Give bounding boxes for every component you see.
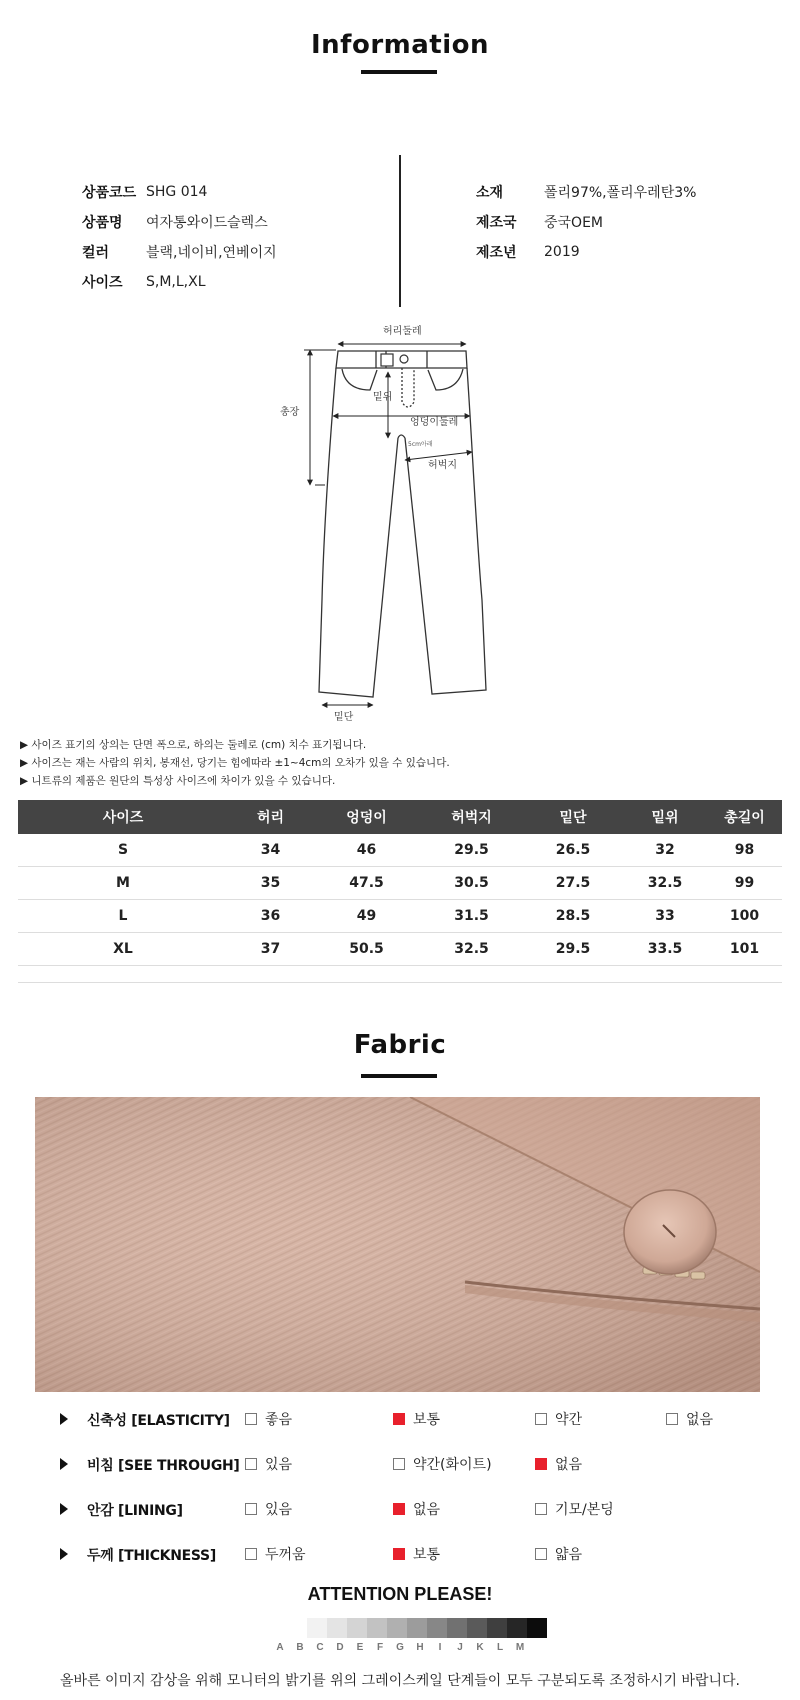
info-row-country: [476, 207, 696, 237]
grayscale-swatch: [427, 1618, 447, 1638]
property-elasticity: [60, 1405, 760, 1435]
checkbox-icon: [666, 1413, 678, 1425]
size-table: [18, 800, 782, 966]
header-cell: 허벅지: [420, 800, 523, 834]
grayscale-letter: G: [396, 1642, 404, 1653]
info-label: 소재: [476, 185, 504, 201]
info-label: 제조년: [476, 245, 517, 261]
checkbox-icon: [535, 1548, 547, 1560]
grayscale-letter: A: [276, 1642, 284, 1653]
checkbox-checked-icon: [393, 1413, 405, 1425]
grayscale-swatch: [387, 1618, 407, 1638]
checkbox-checked-icon: [393, 1503, 405, 1515]
checkbox-icon: [535, 1503, 547, 1515]
grayscale-swatch: [347, 1618, 367, 1638]
grayscale-letter: J: [457, 1642, 463, 1653]
option: [535, 1499, 614, 1519]
info-row-size: [82, 267, 277, 297]
option: [245, 1544, 306, 1564]
table-cell: L: [18, 900, 228, 933]
checkbox-icon: [393, 1458, 405, 1470]
table-cell: 28.5: [523, 900, 623, 933]
info-label: 상품명: [82, 215, 123, 231]
table-cell: 32.5: [623, 867, 707, 900]
table-cell: 29.5: [420, 834, 523, 867]
note-line: ▶ 사이즈 표기의 상의는 단면 폭으로, 하의는 둘레로 (cm) 치수 표기됩니다.: [20, 739, 367, 751]
grayscale-swatch: [287, 1618, 307, 1638]
option-label: 없음: [555, 1457, 583, 1473]
option: [535, 1544, 582, 1564]
triangle-bullet-icon: [60, 1458, 68, 1470]
info-value: 블랙,네이비,연베이지: [146, 245, 277, 261]
table-cell: 30.5: [420, 867, 523, 900]
fabric-title-underline: [361, 1074, 437, 1078]
grayscale-letter: M: [515, 1642, 525, 1653]
property-name: 안감 [LINING]: [87, 1503, 183, 1519]
grayscale-letter: B: [296, 1642, 304, 1653]
attention-title: ATTENTION PLEASE!: [307, 1584, 493, 1604]
grayscale-letter: H: [416, 1642, 424, 1653]
table-cell: 26.5: [523, 834, 623, 867]
grayscale-swatch: [467, 1618, 487, 1638]
grayscale-letter: I: [438, 1642, 442, 1653]
option-label: 약간: [555, 1412, 583, 1428]
header-cell: 밑위: [623, 800, 707, 834]
waist-label: 허리둘레: [383, 326, 422, 337]
option-label: 얇음: [555, 1547, 583, 1563]
size-table-header: [18, 800, 782, 834]
grayscale-swatch: [407, 1618, 427, 1638]
grayscale-swatch: [447, 1618, 467, 1638]
table-cell: 29.5: [523, 933, 623, 966]
table-cell: 46: [313, 834, 420, 867]
table-cell: 50.5: [313, 933, 420, 966]
option-label: 기모/본딩: [555, 1502, 614, 1518]
grayscale-letter: E: [356, 1642, 364, 1653]
grayscale-swatch: [527, 1618, 547, 1638]
pants-size-diagram: [270, 320, 530, 730]
option: [245, 1454, 292, 1474]
note-line: ▶ 사이즈는 재는 사람의 위치, 봉재선, 당기는 힘에따라 ±1~4cm의 오차가 있을 수 있습니다.: [20, 757, 450, 769]
information-title-underline: [361, 70, 437, 74]
grayscale-letter: F: [376, 1642, 384, 1653]
checkbox-icon: [245, 1413, 257, 1425]
info-value: 2019: [544, 244, 580, 260]
table-cell: 35: [228, 867, 313, 900]
triangle-bullet-icon: [60, 1413, 68, 1425]
property-thickness: [60, 1540, 760, 1570]
info-label: 제조국: [476, 215, 517, 231]
info-divider: [399, 155, 401, 307]
table-cell: 31.5: [420, 900, 523, 933]
table-cell: 32: [623, 834, 707, 867]
table-cell: 33.5: [623, 933, 707, 966]
header-cell: 엉덩이: [313, 800, 420, 834]
triangle-bullet-icon: [60, 1548, 68, 1560]
option-label: 없음: [413, 1502, 441, 1518]
table-cell: 34: [228, 834, 313, 867]
grayscale-swatch: [307, 1618, 327, 1638]
table-row: [18, 900, 782, 933]
option-label: 약간(화이트): [413, 1457, 492, 1473]
grayscale-letter: C: [316, 1642, 324, 1653]
header-cell: 총길이: [707, 800, 782, 834]
info-row-product-name: [82, 207, 277, 237]
info-row-product-code: [82, 177, 277, 207]
option: [393, 1454, 492, 1474]
info-right-column: [476, 177, 696, 267]
table-cell: M: [18, 867, 228, 900]
table-row: [18, 834, 782, 867]
table-cell: 27.5: [523, 867, 623, 900]
checkbox-checked-icon: [535, 1458, 547, 1470]
table-cell: 99: [707, 867, 782, 900]
option-label: 있음: [265, 1502, 293, 1518]
option-label: 두꺼움: [265, 1547, 306, 1563]
table-cell: 32.5: [420, 933, 523, 966]
option: [245, 1499, 292, 1519]
table-cell: 36: [228, 900, 313, 933]
grayscale-letter: L: [496, 1642, 504, 1653]
table-row: [18, 933, 782, 966]
info-row-year: [476, 237, 696, 267]
option-selected: [393, 1544, 440, 1564]
grayscale-swatch: [327, 1618, 347, 1638]
header-cell: 밑단: [523, 800, 623, 834]
option: [666, 1409, 713, 1429]
table-cell: 100: [707, 900, 782, 933]
table-cell: 33: [623, 900, 707, 933]
info-value: SHG 014: [146, 184, 208, 200]
table-cell: 101: [707, 933, 782, 966]
grayscale-swatch: [507, 1618, 527, 1638]
info-value: S,M,L,XL: [146, 274, 206, 290]
crotch-point-label: 5cm아래: [408, 441, 433, 448]
option: [535, 1409, 582, 1429]
fabric-title: Fabric: [353, 1030, 447, 1060]
option-label: 없음: [686, 1412, 714, 1428]
grayscale-letters: [270, 1642, 530, 1653]
option-selected: [393, 1409, 440, 1429]
table-cell: 98: [707, 834, 782, 867]
header-cell: 허리: [228, 800, 313, 834]
hip-label: 엉덩이둘레: [410, 417, 459, 428]
checkbox-icon: [245, 1548, 257, 1560]
property-name: 비침 [SEE THROUGH]: [87, 1458, 240, 1474]
checkbox-icon: [245, 1503, 257, 1515]
table-bottom-divider: [18, 982, 782, 983]
property-name: 신축성 [ELASTICITY]: [87, 1413, 230, 1429]
info-value: 폴리97%,폴리우레탄3%: [544, 185, 697, 201]
fabric-photo: [35, 1097, 760, 1392]
header-cell: 사이즈: [18, 800, 228, 834]
triangle-bullet-icon: [60, 1503, 68, 1515]
info-left-column: [82, 177, 277, 297]
info-value: 여자통와이드슬렉스: [146, 215, 268, 231]
rise-label: 밑위: [373, 392, 393, 403]
table-cell: XL: [18, 933, 228, 966]
option-selected: [535, 1454, 582, 1474]
note-line: ▶ 니트류의 제품은 원단의 특성상 사이즈에 차이가 있을 수 있습니다.: [20, 775, 336, 787]
table-cell: 47.5: [313, 867, 420, 900]
info-row-color: [82, 237, 277, 267]
grayscale-letter: D: [336, 1642, 344, 1653]
option-label: 보통: [413, 1547, 441, 1563]
information-title: Information: [310, 30, 490, 60]
grayscale-swatch: [367, 1618, 387, 1638]
thigh-label: 허벅지: [428, 460, 457, 471]
info-label: 상품코드: [82, 185, 137, 201]
table-cell: 49: [313, 900, 420, 933]
length-label: 총장: [280, 407, 300, 418]
property-name: 두께 [THICKNESS]: [87, 1548, 216, 1564]
hem-label: 밑단: [334, 712, 354, 723]
property-lining: [60, 1495, 760, 1525]
property-see-through: [60, 1450, 760, 1480]
info-value: 중국OEM: [544, 215, 603, 231]
info-row-material: [476, 177, 696, 207]
grayscale-strip: [287, 1618, 547, 1638]
info-label: 사이즈: [82, 275, 123, 291]
checkbox-checked-icon: [393, 1548, 405, 1560]
option-label: 보통: [413, 1412, 441, 1428]
table-row: [18, 867, 782, 900]
grayscale-letter: K: [476, 1642, 484, 1653]
checkbox-icon: [535, 1413, 547, 1425]
option-label: 있음: [265, 1457, 293, 1473]
table-cell: 37: [228, 933, 313, 966]
checkbox-icon: [245, 1458, 257, 1470]
option-label: 좋음: [265, 1412, 293, 1428]
table-cell: S: [18, 834, 228, 867]
size-notes: [20, 736, 450, 790]
monitor-brightness-note: 올바른 이미지 감상을 위해 모니터의 밝기를 위의 그레이스케일 단계들이 모두 구분되도록 조정하시기 바랍니다.: [60, 1673, 740, 1689]
option: [245, 1409, 292, 1429]
option-selected: [393, 1499, 440, 1519]
info-label: 컬러: [82, 245, 110, 261]
grayscale-swatch: [487, 1618, 507, 1638]
